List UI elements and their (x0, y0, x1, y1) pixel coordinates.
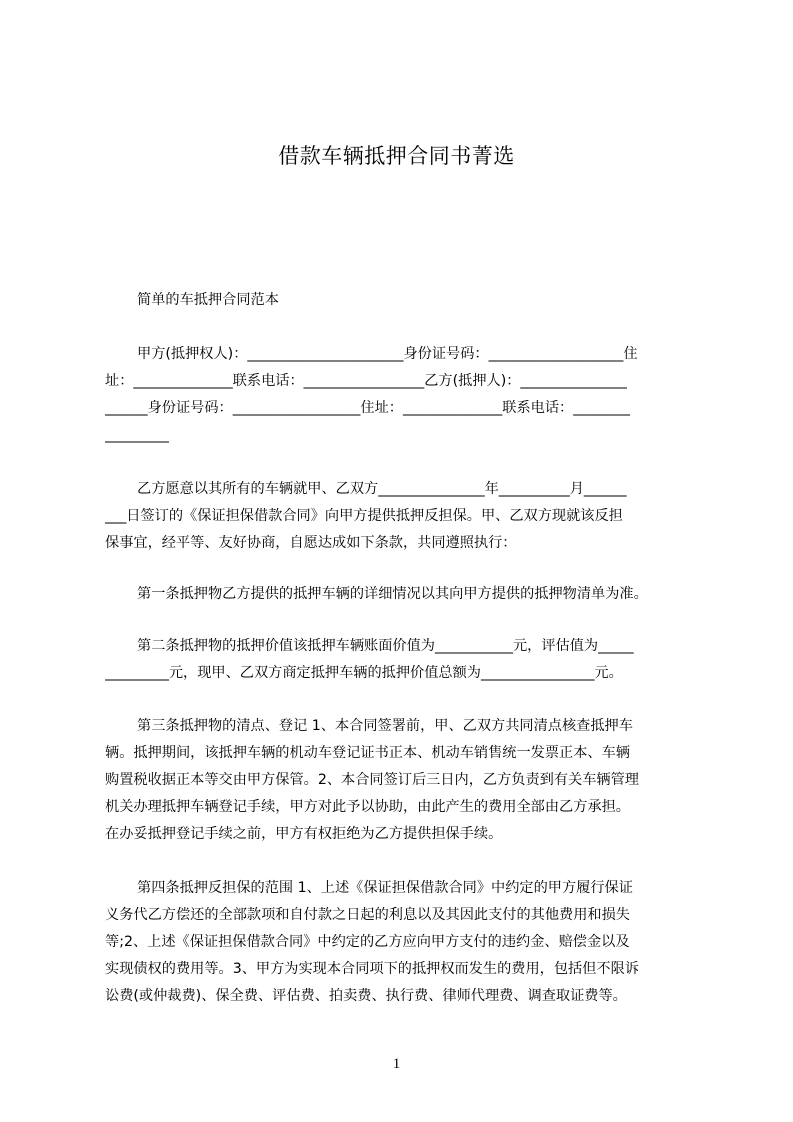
preamble-line-1: 乙方愿意以其所有的车辆就甲、乙双方_______________年__________月______ (137, 481, 627, 497)
article4-line-2: 义务代乙方偿还的全部款项和自付款之日起的利息以及其因此支付的其他费用和损失 (105, 907, 630, 923)
parties-line-3: ______身份证号码：__________________住址：______________联系电话：________ (105, 400, 630, 416)
article4-line-4: 实现债权的费用等。3、甲方为实现本合同项下的抵押权而发生的费用，包括但不限诉 (105, 961, 639, 977)
article2-line-2: _________元，现甲、乙双方商定抵押车辆的抵押价值总额为________________元。 (105, 665, 623, 681)
article4-line-5: 讼费(或仲裁费)、保全费、评估费、拍卖费、执行费、律师代理费、调查取证费等。 (105, 988, 627, 1004)
document-title: 借款车辆抵押合同书菁选 (278, 144, 515, 168)
article3-line-4: 机关办理抵押车辆登记手续，甲方对此予以协助，由此产生的费用全部由乙方承担。 (105, 799, 630, 815)
article3-line-2: 辆。抵押期间，该抵押车辆的机动车登记证书正本、机动车销售统一发票正本、车辆 (105, 745, 630, 761)
preamble-line-3: 保事宜，经平等、友好协商，自愿达成如下条款，共同遵照执行： (105, 535, 517, 551)
article4-line-1: 第四条抵押反担保的范围 1、上述《保证担保借款合同》中约定的甲方履行保证 (137, 880, 633, 896)
parties-line-4: _________ (105, 427, 169, 443)
parties-line-1: 甲方(抵押权人)：______________________身份证号码：___________________住 (137, 346, 638, 362)
article4-line-3: 等;2、上述《保证担保借款合同》中约定的乙方应向甲方支付的违约金、赔偿金以及 (105, 934, 630, 950)
article2-line-1: 第二条抵押物的抵押价值该抵押车辆账面价值为___________元，评估值为_____ (137, 638, 634, 654)
preamble-line-2: ___日签订的《保证担保借款合同》向甲方提供抵押反担保。甲、乙双方现就该反担 (105, 508, 623, 524)
article3-line-5: 在办妥抵押登记手续之前，甲方有权拒绝为乙方提供担保手续。 (105, 826, 503, 842)
subtitle: 简单的车抵押合同范本 (137, 292, 279, 308)
page-number: 1 (392, 1056, 401, 1072)
article1-line-1: 第一条抵押物乙方提供的抵押车辆的详细情况以其向甲方提供的抵押物清单为准。 (137, 586, 648, 602)
parties-line-2: 址：______________联系电话：_________________乙方(抵押人)：_______________ (105, 373, 627, 389)
article3-line-1: 第三条抵押物的清点、登记 1、本合同签署前，甲、乙双方共同清点核查抵押车 (137, 718, 633, 734)
article3-line-3: 购置税收据正本等交由甲方保管。2、本合同签订后三日内，乙方负责到有关车辆管理 (105, 772, 639, 788)
